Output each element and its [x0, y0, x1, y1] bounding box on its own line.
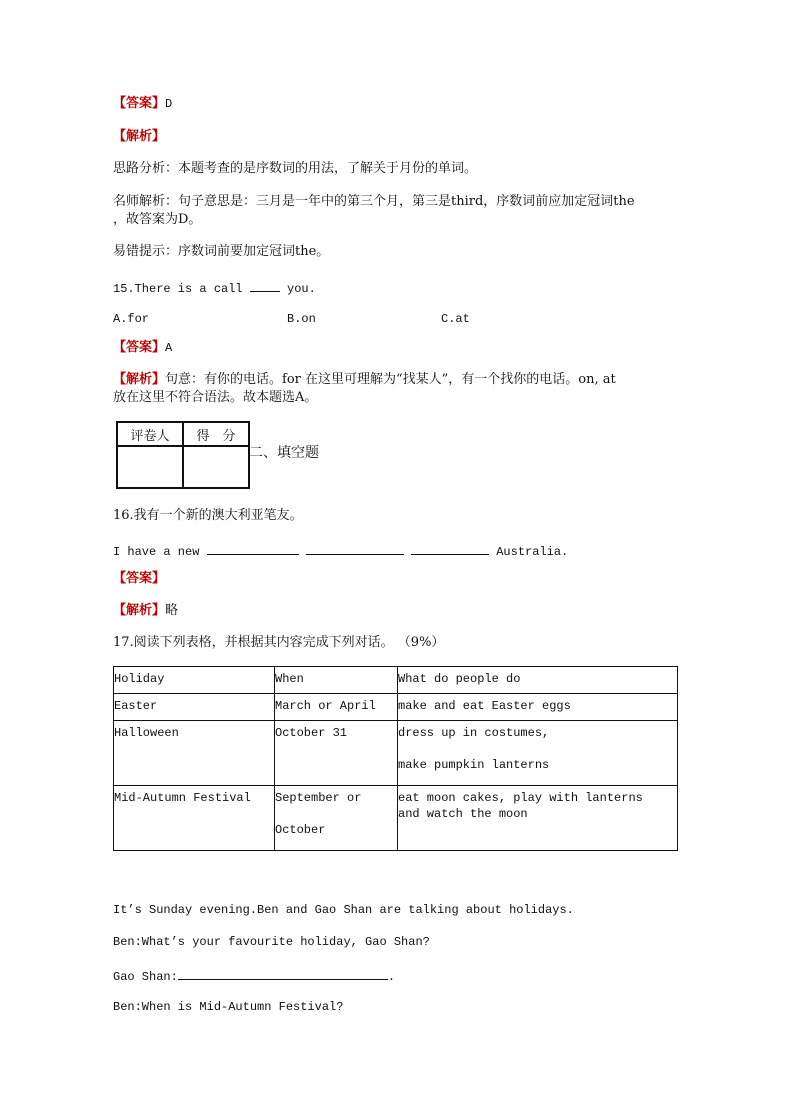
q16-answer-tag — [113, 570, 165, 587]
q14-tip: 易错提示：序数词前要加定冠词the。 — [113, 244, 330, 259]
cell-when — [275, 786, 398, 851]
cell-what: eat moon cakes, play with lanterns and watch the moon — [398, 786, 678, 851]
cell-what-line-1: dress up in costumes, — [398, 726, 550, 740]
q16-question: 16.我有一个新的澳大利亚笔友。 — [113, 508, 303, 523]
q17-question: 17.阅读下列表格，并根据其内容完成下列对话。 （9%） — [113, 635, 445, 650]
table-row — [114, 694, 678, 721]
answer-value: A — [165, 341, 173, 355]
q16-blank-3 — [411, 541, 489, 555]
cell-what-line-2: make pumpkin lanterns — [398, 758, 550, 772]
cell-what — [398, 721, 678, 786]
analysis-text-1: 句意：有你的电话。for 在这里可理解为“找某人”，有一个找你的电话。on, at — [165, 372, 616, 387]
answer-value: D — [165, 97, 173, 111]
q16-blank-2 — [306, 541, 404, 555]
header-holiday: Holiday — [114, 667, 275, 694]
q15-option-b: B.on — [287, 312, 316, 326]
answer-tag: 【答案】 — [113, 96, 166, 111]
q16-blank-1 — [207, 541, 299, 555]
answer-tag: 【答案】 — [113, 340, 166, 355]
cell-when-line-1: September or — [275, 791, 362, 805]
q16-analysis-line — [113, 602, 178, 619]
q17-dialog-line-3: Ben:When is Mid-Autumn Festival? — [113, 1000, 344, 1014]
q15-option-c: C.at — [441, 312, 470, 326]
q14-analysis-tag — [113, 128, 165, 145]
table-row — [114, 721, 678, 786]
analysis-value: 略 — [165, 603, 179, 618]
header-what: What do people do — [398, 667, 678, 694]
cell-when-line-2: October — [275, 823, 326, 837]
section-title: 二、填空题 — [249, 445, 319, 461]
analysis-tag: 【解析】 — [113, 129, 166, 144]
dialog-speaker: Gao Shan: — [113, 970, 178, 984]
q15-question-post: you. — [279, 282, 316, 296]
q16-sentence — [113, 541, 568, 561]
score-header: 得 分 — [183, 422, 249, 446]
q16-sentence-post: Australia. — [489, 545, 569, 559]
q15-analysis-line-2: 放在这里不符合语法。故本题选A。 — [113, 390, 318, 405]
q17-answer-blank — [178, 966, 388, 980]
q15-blank — [250, 278, 280, 292]
analysis-tag: 【解析】 — [113, 372, 166, 387]
q15-question — [113, 278, 316, 298]
q17-intro: It’s Sunday evening.Ben and Gao Shan are talking about holidays. — [113, 903, 574, 917]
cell-what: make and eat Easter eggs — [398, 694, 678, 721]
analysis-tag: 【解析】 — [113, 603, 166, 618]
dialog-end: . — [387, 970, 396, 984]
q17-dialog-line-2 — [113, 966, 395, 986]
cell-holiday: Halloween — [114, 721, 275, 786]
cell-when: October 31 — [275, 721, 398, 786]
q14-teacher-line-1: 名师解析：句子意思是：三月是一年中的第三个月，第三是third，序数词前应加定冠词the — [113, 194, 635, 209]
cell-when: March or April — [275, 694, 398, 721]
cell-holiday: Mid-Autumn Festival — [114, 786, 275, 851]
cell-holiday: Easter — [114, 694, 275, 721]
q17-dialog-line-1: Ben:What’s your favourite holiday, Gao Shan? — [113, 935, 430, 949]
q15-option-a: A.for — [113, 312, 150, 326]
answer-tag: 【答案】 — [113, 571, 166, 586]
grader-header: 评卷人 — [117, 422, 183, 446]
q15-question-pre: 15.There is a call — [113, 282, 250, 296]
q14-idea: 思路分析：本题考查的是序数词的用法，了解关于月份的单词。 — [113, 161, 478, 176]
q14-teacher-line-2: ，故答案为D。 — [113, 212, 202, 227]
table-header-row — [114, 667, 678, 694]
table-row — [114, 786, 678, 851]
q15-answer-line — [113, 339, 172, 357]
score-box — [116, 421, 250, 489]
score-cell — [183, 446, 249, 488]
header-when: When — [275, 667, 398, 694]
grader-cell — [117, 446, 183, 488]
q16-sentence-pre: I have a new — [113, 545, 207, 559]
q14-answer-line — [113, 95, 172, 113]
q15-analysis-line-1 — [113, 371, 616, 388]
holiday-table — [113, 666, 678, 851]
